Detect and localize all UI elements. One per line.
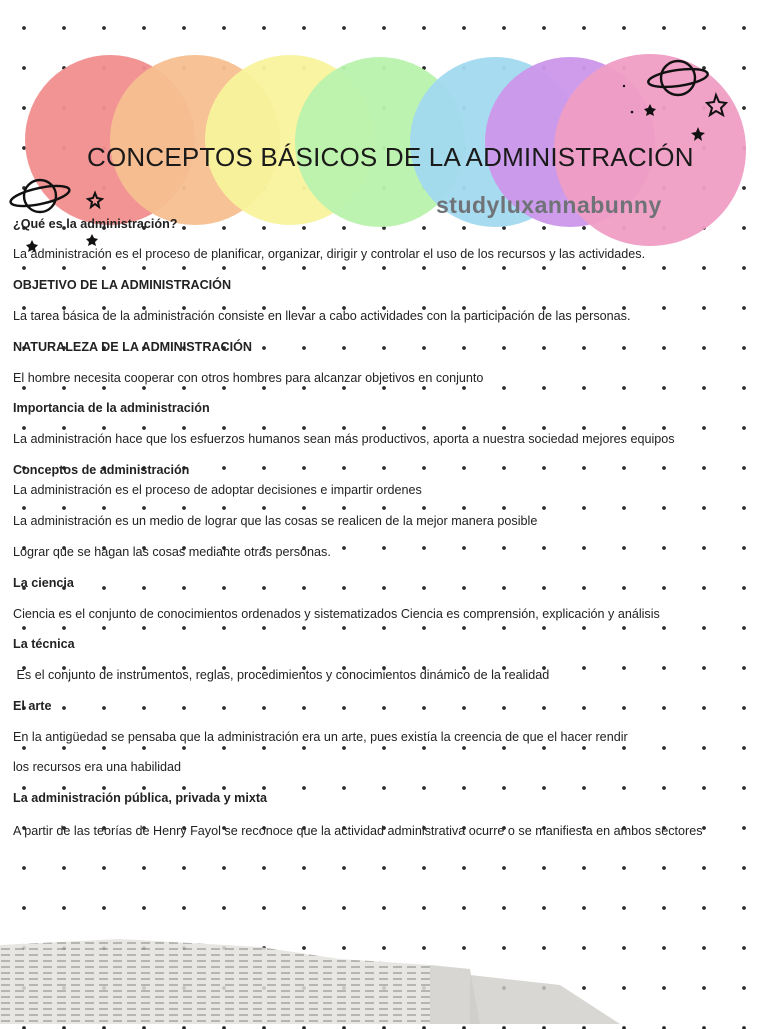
text-objetivo: La tarea básica de la administración consiste en llevar a cabo actividades con la participación de las personas.: [13, 309, 631, 323]
text-concepto-3: Lograr que se hagan las cosas mediante otras personas.: [13, 545, 331, 559]
text-arte-2: los recursos era una habilidad: [13, 760, 182, 774]
text-concepto-1: La administración es el proceso de adoptar decisiones e impartir ordenes: [13, 483, 422, 497]
text-tecnica: Es el conjunto de instrumentos, reglas, procedimientos y conocimientos dinámico de la realidad: [13, 668, 550, 682]
heading-naturaleza: NATURALEZA DE LA ADMINISTRACIÓN: [13, 340, 253, 354]
text-ciencia: Ciencia es el conjunto de conocimientos ordenados y sistematizados Ciencia es comprensión, explicación y análisis: [13, 607, 660, 621]
heading-ciencia: La ciencia: [13, 576, 74, 590]
heading-tecnica: La técnica: [13, 637, 75, 651]
text-fayol: A partir de las teorías de Henry Fayol se reconoce que la actividad administrativa ocurre o se manifiesta en ambos sectores: [13, 824, 703, 838]
text-concepto-2: La administración es un medio de lograr que las cosas se realicen de la mejor manera posible: [13, 514, 538, 528]
text-importancia: La administración hace que los esfuerzos humanos sean más productivos, aporta a nuestra sociedad mejores equipos: [13, 432, 675, 446]
text-arte-1: En la antigüedad se pensaba que la administración era un arte, pues existía la creencia de que el hacer rendir: [13, 730, 628, 744]
page-title: CONCEPTOS BÁSICOS DE LA ADMINISTRACIÓN: [87, 142, 694, 172]
text-definicion: La administración es el proceso de planificar, organizar, dirigir y controlar el uso de los recursos y las actividades.: [13, 247, 646, 261]
heading-objetivo: OBJETIVO DE LA ADMINISTRACIÓN: [13, 278, 232, 292]
heading-importancia: Importancia de la administración: [13, 401, 210, 415]
heading-conceptos: Conceptos de administración: [13, 463, 190, 477]
heading-arte: El arte: [13, 699, 52, 713]
newspaper-scrap-decoration: [0, 935, 768, 1024]
heading-publica-privada: La administración pública, privada y mixta: [13, 791, 268, 805]
text-naturaleza: El hombre necesita cooperar con otros hombres para alcanzar objetivos en conjunto: [13, 371, 484, 385]
author-handle: studyluxannabunny: [436, 192, 662, 218]
heading-que-es: ¿Qué es la administración?: [13, 217, 178, 231]
